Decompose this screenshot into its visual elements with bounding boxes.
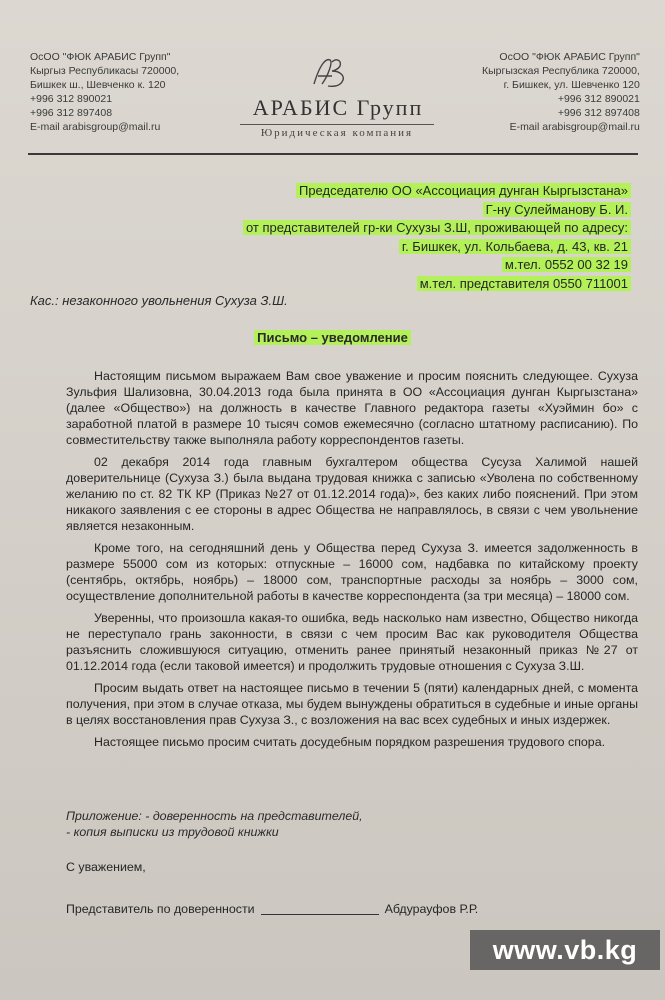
body-paragraph: Кроме того, на сегодняшний день у Общества перед Сухуза З. имеется задолженность в размере 55000 сом из которых: отпускные – 16000 сом, надбавка по китайскому проекту (сентябрь, октябрь, ноябрь) – 18000 сом, транспортные расходы за ноябрь – 3000 сом, осуществление дополнительной работы в качестве корреспондента (за три месяца) – 18000 сом. — [66, 541, 638, 603]
brand-subtitle: Юридическая компания — [240, 124, 434, 139]
header-left-line: ОсОО "ФЮК АРАБИС Групп" — [30, 51, 171, 63]
header-right-line: E-mail arabisgroup@mail.ru — [509, 121, 640, 133]
header-left-line: E-mail arabisgroup@mail.ru — [30, 121, 161, 133]
brand-name: АРАБИС Групп — [252, 95, 424, 120]
header-left-line: Бишкек ш., Шевченко к. 120 — [30, 79, 166, 91]
header-left-line: +996 312 890021 — [30, 93, 113, 105]
header-left-block — [30, 50, 179, 134]
letter-body — [66, 368, 638, 756]
appendix-line: Приложение: - доверенность на представителей, — [66, 809, 363, 823]
header-right-block — [482, 50, 640, 134]
body-paragraph: Просим выдать ответ на настоящее письмо в течении 5 (пяти) календарных дней, с момента получения, при этом в случае отказа, мы будем вынуждены обратиться в судебные и иные органы в целях восстановления прав Сухуза З., с возложения на вас всех судебных и иных издержек. — [66, 681, 638, 727]
document-title — [0, 330, 665, 345]
header-left-line: Кыргыз Республикасы 720000, — [30, 65, 180, 77]
body-paragraph: Настоящее письмо просим считать досудебным порядком разрешения трудового спора. — [94, 735, 606, 749]
addressee-line: от представителей гр-ки Сухузы З.Ш, проживающей по адресу: — [243, 220, 631, 235]
header-right-line: ОсОО "ФЮК АРАБИС Групп" — [499, 51, 640, 63]
signature-name: Абдурауфов Р.Р. — [384, 902, 479, 916]
addressee-block — [171, 182, 631, 293]
signature-line — [261, 914, 379, 915]
header-divider — [28, 153, 638, 155]
addressee-line: м.тел. 0552 00 32 19 — [502, 257, 631, 272]
addressee-line: Председателю ОО «Ассоциация дунган Кыргызстана» — [296, 183, 631, 198]
signature-role: Представитель по доверенности — [66, 902, 255, 916]
body-paragraph: Уверенны, что произошла какая-то ошибка, ведь насколько нам известно, Общество никогда не переступало грань законности, в связи с чем просим Вас как руководителя Общества разъяснить сложившуюся ситуацию, отменить ранее принятый незаконный приказ №27 от 01.12.2014 года (если таковой имеется) и продолжить трудовые отношения с Сухуза З.Ш. — [66, 611, 638, 673]
closing-regards: С уважением, — [66, 860, 146, 874]
addressee-line: г. Бишкек, ул. Кольбаева, д. 43, кв. 21 — [399, 239, 631, 254]
header-left-line: +996 312 897408 — [30, 107, 113, 119]
site-watermark: www.vb.kg — [470, 930, 660, 970]
document-title-text: Письмо – уведомление — [254, 330, 411, 345]
header-right-line: +996 312 890021 — [557, 93, 640, 105]
header-right-line: +996 312 897408 — [557, 107, 640, 119]
subject-line: Кас.: незаконного увольнения Сухуза З.Ш. — [30, 293, 288, 308]
appendix-block — [66, 808, 363, 840]
addressee-line: м.тел. представителя 0550 711001 — [417, 276, 631, 291]
header-right-line: Кыргызская Республика 720000, — [482, 65, 640, 77]
body-paragraph: Настоящим письмом выражаем Вам свое уважение и просим пояснить следующее. Сухуза Зульфия Шализовна, 30.04.2013 года была принята в ОО «Ассоциация дунган Кыргызстана» (далее «Общество») на должность в качестве Главного редактора газеты «Хуэймин бо» с заработной платой в размере 10 тысяч сомов ежемесячно (согласно штатному расписанию). По совместительству также выполняла работу корреспондентов газеты. — [66, 369, 638, 447]
signature-block — [66, 902, 478, 916]
body-paragraph: 02 декабря 2014 года главным бухгалтером общества Сусуза Халимой нашей доверительнице (Сухуза З.) была выдана трудовая книжка с записью «Уволена по собственному желанию по ст. 82 ТК КР (Приказ №27 от 01.12.2014 года)», без каких либо пояснений. При этом никакого заявления с ее стороны в адрес Общества не направлялось, в связи с чем увольнение является незаконным. — [66, 455, 638, 533]
addressee-line: Г-ну Сулейманову Б. И. — [483, 202, 631, 217]
ab-monogram-icon — [306, 54, 352, 94]
header-right-line: г. Бишкек, ул. Шевченко 120 — [503, 79, 640, 91]
appendix-line: - копия выписки из трудовой книжки — [66, 825, 279, 839]
